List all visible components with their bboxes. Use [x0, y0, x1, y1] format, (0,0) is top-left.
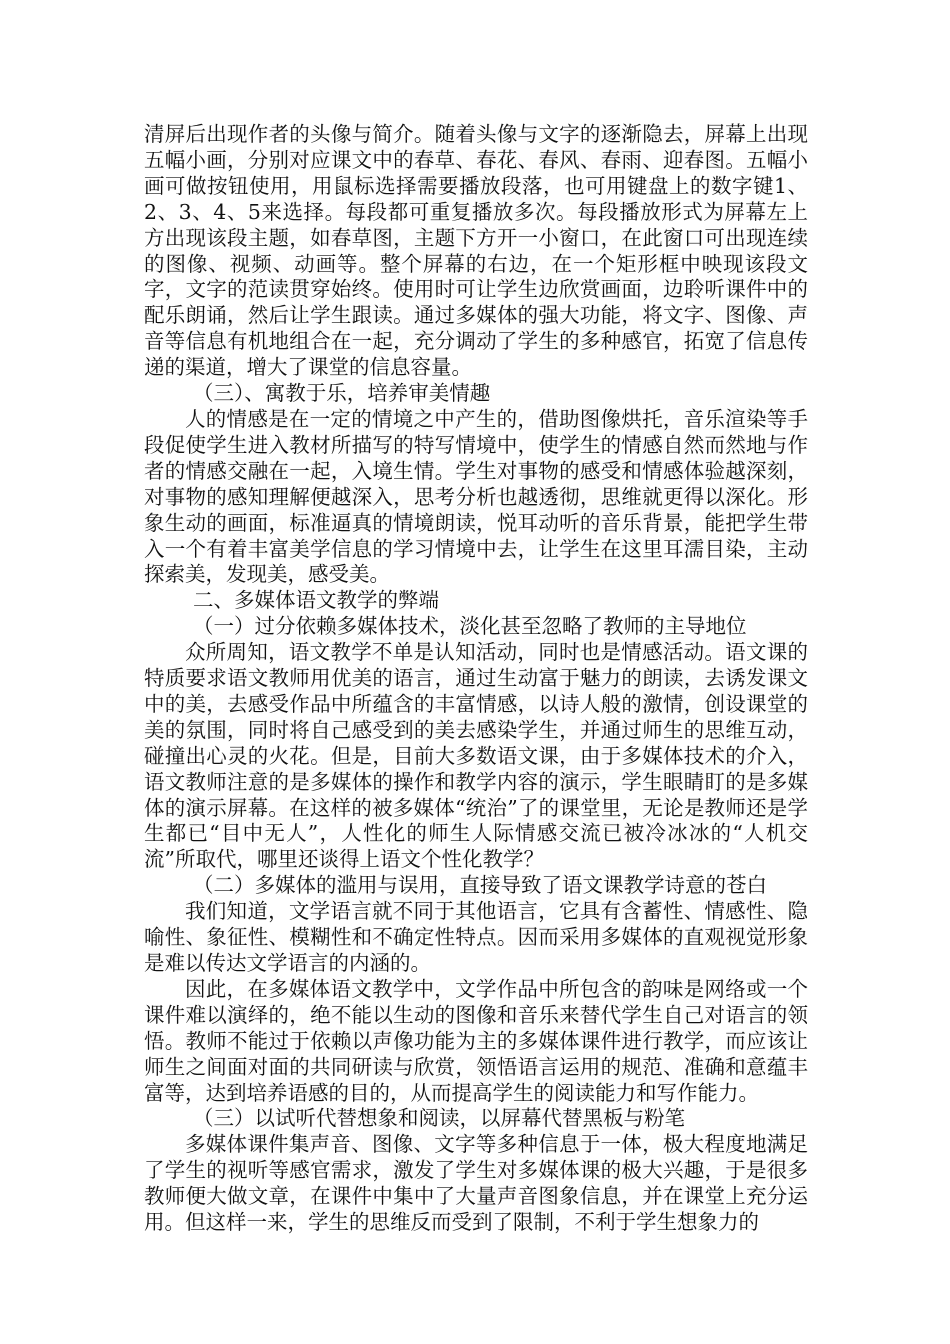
- body-paragraph-3: 众所周知，语文教学不单是认知活动，同时也是情感活动。语文课的特质要求语文教师用优美的语言，通过生动富于魅力的朗读，去诱发课文中的美，去感受作品中所蕴含的丰富情感，以诗人般的激情，创设课堂的美的氛围，同时将自己感受到的美去感染学生，并通过师生的思维互动，碰撞出心灵的火花。但是，目前大多数语文课，由于多媒体技术的介入，语文教师注意的是多媒体的操作和教学内容的演示，学生眼睛盯的是多媒体的演示屏幕。在这样的被多媒体“统治”了的课堂里，无论是教师还是学生都已“目中无人”，人性化的师生人际情感交流已被冷冰冰的“人机交流”所取代，哪里还谈得上语文个性化教学？: [144, 640, 808, 872]
- section-heading-5: （三）以试听代替想象和阅读，以屏幕代替黑板与粉笔: [193, 1106, 685, 1131]
- section-heading-2: 二、多媒体语文教学的弊端: [193, 588, 439, 613]
- body-paragraph-1: 清屏后出现作者的头像与简介。随着头像与文字的逐渐隐去，屏幕上出现五幅小画，分别对应课文中的春草、春花、春风、春雨、迎春图。五幅小画可做按钮使用，用鼠标选择需要播放段落，也可用键盘上的数字键1、2、3、4、5来选择。每段都可重复播放多次。每段播放形式为屏幕左上方出现该段主题，如春草图，主题下方开一小窗口，在此窗口可出现连续的图像、视频、动画等。整个屏幕的右边，在一个矩形框中映现该段文字，文字的范读贯穿始终。使用时可让学生边欣赏画面，边聆听课件中的配乐朗诵，然后让学生跟读。通过多媒体的强大功能，将文字、图像、声音等信息有机地组合在一起，充分调动了学生的多种感官，拓宽了信息传递的渠道，增大了课堂的信息容量。: [144, 122, 808, 380]
- body-paragraph-6: 多媒体课件集声音、图像、文字等多种信息于一体，极大程度地满足了学生的视听等感官需求，激发了学生对多媒体课的极大兴趣，于是很多教师便大做文章，在课件中集中了大量声音图象信息，并在课堂上充分运用。但这样一来，学生的思维反而受到了限制，不利于学生想象力的: [144, 1132, 808, 1235]
- body-paragraph-4: 我们知道，文学语言就不同于其他语言，它具有含蓄性、情感性、隐喻性、象征性、模糊性和不确定性特点。因而采用多媒体的直观视觉形象是难以传达文学语言的内涵的。: [144, 899, 808, 975]
- section-heading-3: （一）过分依赖多媒体技术，淡化甚至忽略了教师的主导地位: [193, 614, 747, 639]
- body-paragraph-5: 因此，在多媒体语文教学中，文学作品中所包含的韵味是网络或一个课件难以演绎的，绝不能以生动的图像和音乐来替代学生自己对语言的领悟。教师不能过于依赖以声像功能为主的多媒体课件进行教学，而应该让师生之间面对面的共同研读与欣赏，领悟语言运用的规范、准确和意蕴丰富等，达到培养语感的目的，从而提高学生的阅读能力和写作能力。: [144, 976, 808, 1105]
- section-heading-1: （三）、寓教于乐，培养审美情趣: [193, 381, 491, 406]
- document-page: [144, 122, 808, 1236]
- section-heading-4: （二）多媒体的滥用与误用，直接导致了语文课教学诗意的苍白: [193, 873, 767, 898]
- body-paragraph-2: 人的情感是在一定的情境之中产生的，借助图像烘托，音乐渲染等手段促使学生进入教材所描写的特写情境中，使学生的情感自然而然地与作者的情感交融在一起，入境生情。学生对事物的感受和情感体验越深刻，对事物的感知理解便越深入，思考分析也越透彻，思维就更得以深化。形象生动的画面，标准逼真的情境朗读，悦耳动听的音乐背景，能把学生带入一个有着丰富美学信息的学习情境中去，让学生在这里耳濡目染，主动探索美，发现美，感受美。: [144, 406, 808, 587]
